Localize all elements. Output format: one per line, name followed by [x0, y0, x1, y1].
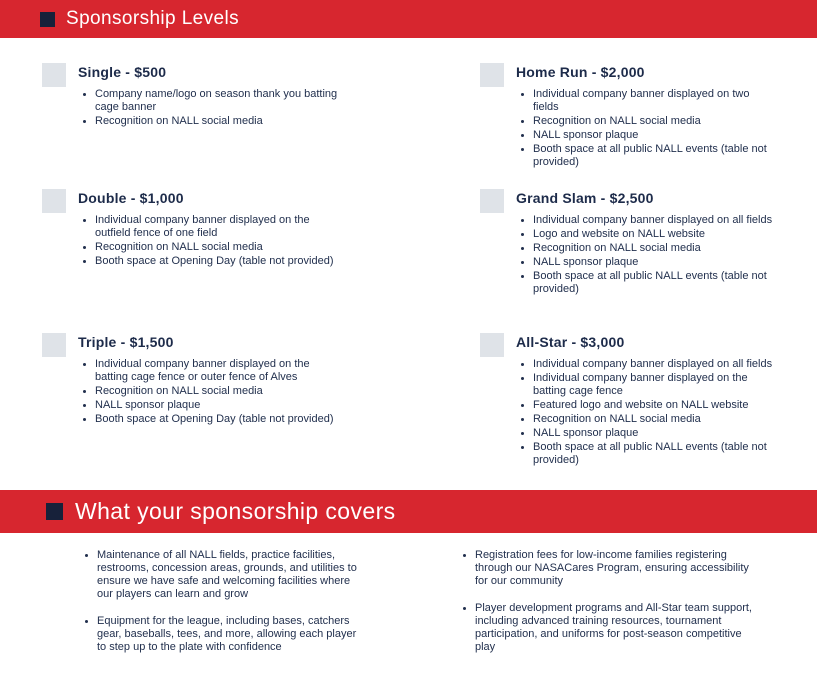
- benefit-item: • Featured logo and website on NALL website: [533, 399, 778, 412]
- tier-benefits-list: [78, 88, 340, 128]
- coverage-title: What your sponsorship covers: [75, 498, 396, 524]
- tier-grand-slam: [480, 188, 817, 332]
- coverage-section: [0, 533, 817, 668]
- square-bullet-icon: [46, 503, 63, 520]
- benefit-item: • NALL sponsor plaque: [533, 427, 778, 440]
- benefit-item: • Recognition on NALL social media: [533, 413, 778, 426]
- tier-all-star: [480, 332, 817, 490]
- tier-double: [42, 188, 480, 332]
- benefit-item: • Booth space at Opening Day (table not provided): [95, 413, 340, 426]
- benefit-item: • NALL sponsor plaque: [95, 399, 340, 412]
- benefit-item: • Recognition on NALL social media: [533, 115, 778, 128]
- benefit-item: • Individual company banner displayed on two fields: [533, 88, 778, 114]
- tier-placeholder-icon: [42, 189, 66, 213]
- coverage-item: • Player development programs and All-Star team support, including advanced training resources, tournament participation, and uniforms for post-season competitive play: [475, 602, 757, 654]
- tier-placeholder-icon: [42, 333, 66, 357]
- coverage-list-left: [85, 549, 463, 668]
- benefit-item: • Booth space at Opening Day (table not provided): [95, 255, 340, 268]
- coverage-item: • Maintenance of all NALL fields, practice facilities, restrooms, concession areas, grounds, and utilities to ensure we have safe and welcoming facilities where our players can learn and grow: [97, 549, 359, 601]
- square-bullet-icon: [40, 12, 55, 27]
- tier-title: Grand Slam - $2,500: [516, 190, 654, 206]
- benefit-item: • Individual company banner displayed on the outfield fence of one field: [95, 214, 340, 240]
- tier-body: [516, 188, 778, 297]
- tier-placeholder-icon: [480, 189, 504, 213]
- benefit-item: • NALL sponsor plaque: [533, 129, 778, 142]
- sponsorship-tiers-section: [0, 38, 817, 490]
- tier-title: Single - $500: [78, 64, 167, 80]
- coverage-item: • Registration fees for low-income families registering through our NASACares Program, ensuring accessibility for our community: [475, 549, 757, 588]
- tier-single: [42, 62, 480, 188]
- tier-home-run: [480, 62, 817, 188]
- tier-placeholder-icon: [480, 333, 504, 357]
- tier-body: [78, 62, 340, 129]
- benefit-item: • Logo and website on NALL website: [533, 228, 778, 241]
- benefit-item: • Booth space at all public NALL events (table not provided): [533, 270, 778, 296]
- tier-placeholder-icon: [480, 63, 504, 87]
- tier-body: [78, 332, 340, 427]
- benefit-item: • Recognition on NALL social media: [95, 241, 340, 254]
- tier-triple: [42, 332, 480, 490]
- benefit-item: • Individual company banner displayed on the batting cage fence or outer fence of Alves: [95, 358, 340, 384]
- benefit-item: • NALL sponsor plaque: [533, 256, 778, 269]
- tier-title: Home Run - $2,000: [516, 64, 645, 80]
- benefit-item: • Company name/logo on season thank you batting cage banner: [95, 88, 340, 114]
- coverage-banner: [0, 490, 817, 533]
- benefit-item: • Recognition on NALL social media: [95, 115, 340, 128]
- benefit-item: • Recognition on NALL social media: [95, 385, 340, 398]
- tier-placeholder-icon: [42, 63, 66, 87]
- benefit-item: • Booth space at all public NALL events (table not provided): [533, 143, 778, 169]
- tier-title: Triple - $1,500: [78, 334, 174, 350]
- tier-title: All-Star - $3,000: [516, 334, 625, 350]
- tier-benefits-list: [516, 358, 778, 467]
- benefit-item: • Recognition on NALL social media: [533, 242, 778, 255]
- benefit-item: • Individual company banner displayed on all fields: [533, 214, 778, 227]
- tier-body: [516, 62, 778, 170]
- benefit-item: • Booth space at all public NALL events (table not provided): [533, 441, 778, 467]
- benefit-item: • Individual company banner displayed on all fields: [533, 358, 778, 371]
- tier-body: [516, 332, 778, 468]
- coverage-item: • Equipment for the league, including bases, catchers gear, baseballs, tees, and more, allowing each player to step up to the plate with confidence: [97, 615, 359, 654]
- tier-body: [78, 188, 340, 269]
- tier-title: Double - $1,000: [78, 190, 184, 206]
- sponsorship-levels-banner: [0, 0, 817, 38]
- tier-benefits-list: [516, 88, 778, 169]
- tier-benefits-list: [78, 214, 340, 268]
- tier-benefits-list: [516, 214, 778, 296]
- coverage-list-right: [463, 549, 817, 668]
- tier-benefits-list: [78, 358, 340, 426]
- benefit-item: • Individual company banner displayed on the batting cage fence: [533, 372, 778, 398]
- sponsorship-levels-title: Sponsorship Levels: [66, 8, 240, 29]
